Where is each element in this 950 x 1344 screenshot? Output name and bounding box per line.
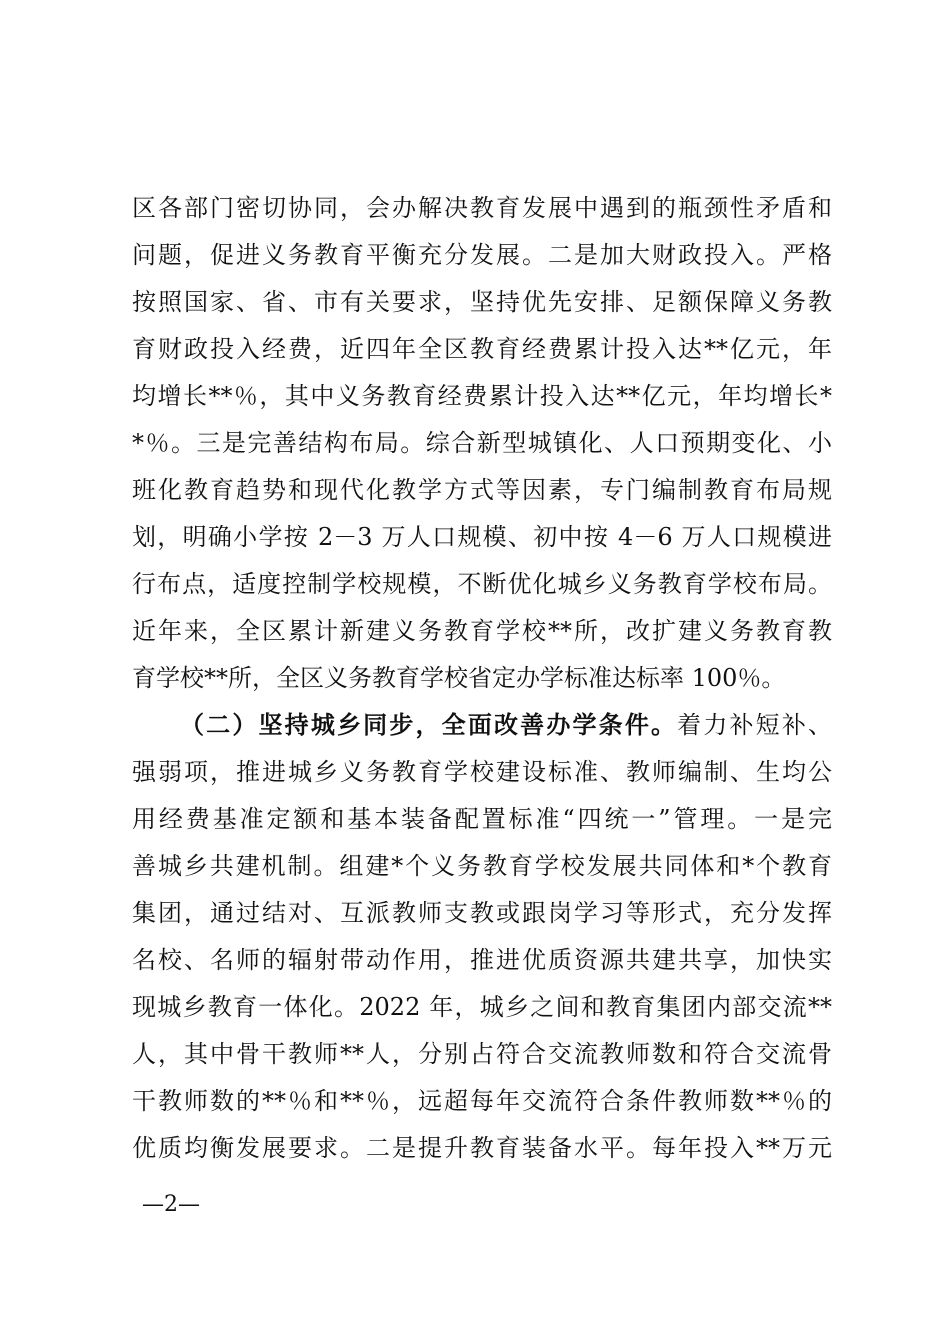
- paragraph-line: 名校、名师的辐射带动作用，推进优质资源共建共享，加快实: [132, 946, 832, 974]
- paragraph-line: 近年来，全区累计新建义务教育学校**所，改扩建义务教育教: [132, 617, 832, 645]
- section-heading-continuation: 着力补短补、: [677, 711, 833, 739]
- page-number: —2—: [142, 1192, 200, 1217]
- paragraph-line: 按照国家、省、市有关要求，坚持优先安排、足额保障义务教: [132, 288, 832, 316]
- paragraph-line: 均增长**％，其中义务教育经费累计投入达**亿元，年均增长*: [132, 382, 832, 410]
- paragraph-line: 班化教育趋势和现代化教学方式等因素，专门编制教育布局规: [132, 476, 832, 504]
- paragraph-line: 现城乡教育一体化。2022 年，城乡之间和教育集团内部交流**: [132, 993, 832, 1021]
- paragraph-line: 行布点，适度控制学校规模，不断优化城乡义务教育学校布局。: [132, 570, 832, 598]
- paragraph-line: 育学校**所，全区义务教育学校省定办学标准达标率 100％。: [132, 664, 786, 692]
- paragraph-line: 干教师数的**％和**％，远超每年交流符合条件教师数**％的: [132, 1087, 832, 1115]
- paragraph-line: 划，明确小学按 2－3 万人口规模、初中按 4－6 万人口规模进: [132, 523, 832, 551]
- paragraph-line: 问题，促进义务教育平衡充分发展。二是加大财政投入。严格: [132, 241, 832, 269]
- paragraph-line: 用经费基准定额和基本装备配置标准“四统一”管理。一是完: [132, 805, 832, 833]
- paragraph-line: 强弱项，推进城乡义务教育学校建设标准、教师编制、生均公: [132, 758, 832, 786]
- paragraph-line: 育财政投入经费，近四年全区教育经费累计投入达**亿元，年: [132, 335, 832, 363]
- paragraph-line: *％。三是完善结构布局。综合新型城镇化、人口预期变化、小: [132, 429, 832, 457]
- paragraph-line: 集团，通过结对、互派教师支教或跟岗学习等形式，充分发挥: [132, 899, 832, 927]
- paragraph-line: 区各部门密切协同，会办解决教育发展中遇到的瓶颈性矛盾和: [132, 194, 832, 222]
- paragraph-line: 善城乡共建机制。组建*个义务教育学校发展共同体和*个教育: [132, 852, 832, 880]
- paragraph-line: 人，其中骨干教师**人，分别占符合交流教师数和符合交流骨: [132, 1040, 832, 1068]
- paragraph-line: 优质均衡发展要求。二是提升教育装备水平。每年投入**万元: [132, 1134, 832, 1162]
- section-heading: （二）坚持城乡同步，全面改善办学条件。: [180, 710, 678, 739]
- section-heading-line: [180, 711, 832, 739]
